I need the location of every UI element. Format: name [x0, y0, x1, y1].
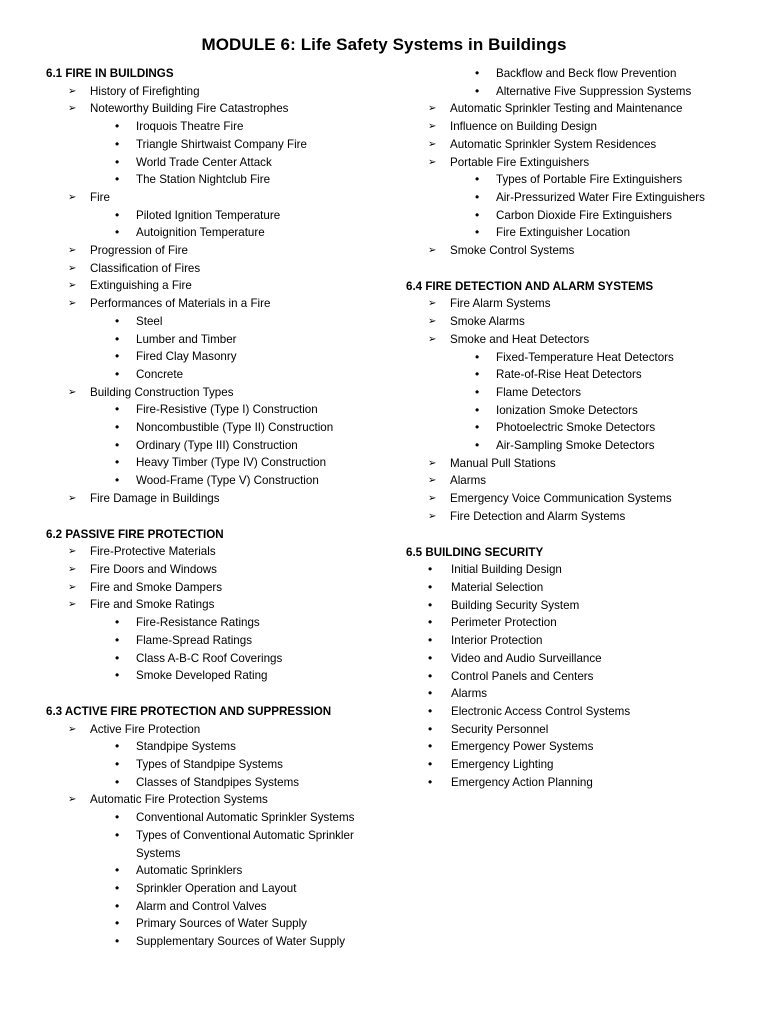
- arrow-bullet-icon: ➢: [68, 280, 77, 292]
- outline-topic: [46, 295, 386, 313]
- arrow-bullet-icon: ➢: [428, 457, 437, 469]
- outline-topic: [46, 83, 386, 101]
- item-text: Emergency Voice Communication Systems: [450, 492, 672, 506]
- dot-bullet-icon: •: [115, 650, 120, 665]
- dot-bullet-icon: •: [115, 402, 120, 417]
- outline-subtopic: [46, 915, 386, 933]
- arrow-bullet-icon: ➢: [68, 298, 77, 310]
- item-text: Emergency Power Systems: [451, 740, 594, 754]
- outline-subtopic: [46, 774, 386, 792]
- item-text: Flame Detectors: [496, 385, 582, 399]
- item-text: World Trade Center Attack: [136, 155, 272, 169]
- item-text: Supplementary Sources of Water Supply: [136, 935, 346, 949]
- dot-bullet-icon: •: [115, 774, 120, 789]
- outline-item: [406, 561, 746, 579]
- arrow-bullet-icon: ➢: [68, 262, 77, 274]
- outline-item: [406, 614, 746, 632]
- outline-topic: [406, 136, 746, 154]
- dot-bullet-icon: •: [428, 633, 433, 648]
- item-text: Types of Standpipe Systems: [136, 758, 283, 772]
- outline-item: [406, 668, 746, 686]
- item-text: Fire-Resistance Ratings: [136, 616, 260, 630]
- outline-topic: [46, 561, 386, 579]
- item-text: Fixed-Temperature Heat Detectors: [496, 350, 674, 364]
- outline-subtopic: [46, 401, 386, 419]
- outline-topic: [406, 295, 746, 313]
- dot-bullet-icon: •: [115, 916, 120, 931]
- outline-topic: [406, 242, 746, 260]
- arrow-bullet-icon: ➢: [68, 492, 77, 504]
- dot-bullet-icon: •: [475, 438, 480, 453]
- item-text: Perimeter Protection: [451, 616, 557, 630]
- outline-subtopic: [46, 827, 386, 862]
- outline-subtopic: [406, 83, 746, 101]
- item-text: Fire-Protective Materials: [90, 545, 216, 559]
- item-text: Conventional Automatic Sprinkler Systems: [136, 811, 355, 825]
- section-heading: 6.1 FIRE IN BUILDINGS: [46, 67, 174, 80]
- item-text: Video and Audio Surveillance: [451, 651, 602, 665]
- item-text: Interior Protection: [451, 634, 543, 648]
- outline-topic: [46, 791, 386, 809]
- outline-subtopic: [46, 862, 386, 880]
- item-text: Classes of Standpipes Systems: [136, 775, 300, 789]
- dot-bullet-icon: •: [115, 313, 120, 328]
- item-text: Smoke Control Systems: [450, 244, 575, 258]
- item-text: The Station Nightclub Fire: [136, 173, 271, 187]
- dot-bullet-icon: •: [115, 455, 120, 470]
- item-text: Carbon Dioxide Fire Extinguishers: [496, 208, 672, 222]
- item-text: Ordinary (Type III) Construction: [136, 438, 298, 452]
- item-text: Material Selection: [451, 580, 544, 594]
- dot-bullet-icon: •: [475, 349, 480, 364]
- outline-subtopic: [46, 366, 386, 384]
- item-text: Automatic Sprinklers: [136, 864, 243, 878]
- outline-subtopic: [46, 933, 386, 951]
- outline-item: [406, 579, 746, 597]
- arrow-bullet-icon: ➢: [68, 245, 77, 257]
- arrow-bullet-icon: ➢: [428, 121, 437, 133]
- outline-topic: [46, 100, 386, 118]
- item-text: Automatic Sprinkler Testing and Maintenance: [450, 102, 683, 116]
- dot-bullet-icon: •: [115, 473, 120, 488]
- dot-bullet-icon: •: [115, 880, 120, 895]
- arrow-bullet-icon: ➢: [428, 510, 437, 522]
- dot-bullet-icon: •: [475, 420, 480, 435]
- item-text: Heavy Timber (Type IV) Construction: [136, 456, 327, 470]
- outline-subtopic: [46, 313, 386, 331]
- outline-topic: [406, 154, 746, 172]
- outline-item: [406, 721, 746, 739]
- arrow-bullet-icon: ➢: [68, 723, 77, 735]
- item-text: Triangle Shirtwaist Company Fire: [136, 137, 307, 151]
- item-text: Fire-Resistive (Type I) Construction: [136, 403, 318, 417]
- dot-bullet-icon: •: [475, 207, 480, 222]
- arrow-bullet-icon: ➢: [428, 333, 437, 345]
- outline-subtopic: [46, 118, 386, 136]
- dot-bullet-icon: •: [475, 367, 480, 382]
- dot-bullet-icon: •: [115, 225, 120, 240]
- outline-subtopic: [406, 65, 746, 83]
- dot-bullet-icon: •: [115, 898, 120, 913]
- item-text: Portable Fire Extinguishers: [450, 155, 590, 169]
- dot-bullet-icon: •: [428, 668, 433, 683]
- outline-topic: [406, 100, 746, 118]
- dot-bullet-icon: •: [428, 721, 433, 736]
- dot-bullet-icon: •: [428, 774, 433, 789]
- arrow-bullet-icon: ➢: [428, 156, 437, 168]
- dot-bullet-icon: •: [115, 366, 120, 381]
- dot-bullet-icon: •: [475, 402, 480, 417]
- item-text: Fire Extinguisher Location: [496, 226, 631, 240]
- dot-bullet-icon: •: [428, 739, 433, 754]
- item-text: Steel: [136, 314, 163, 328]
- dot-bullet-icon: •: [115, 934, 120, 949]
- dot-bullet-icon: •: [115, 757, 120, 772]
- dot-bullet-icon: •: [428, 562, 433, 577]
- item-text: Wood-Frame (Type V) Construction: [136, 474, 319, 488]
- arrow-bullet-icon: ➢: [428, 493, 437, 505]
- item-text: Fire and Smoke Ratings: [90, 598, 215, 612]
- outline-topic: [406, 455, 746, 473]
- item-text: Fired Clay Masonry: [136, 350, 237, 364]
- item-text: Progression of Fire: [90, 244, 188, 258]
- outline-item: [406, 756, 746, 774]
- arrow-bullet-icon: ➢: [68, 563, 77, 575]
- item-text: Photoelectric Smoke Detectors: [496, 421, 656, 435]
- item-text: Standpipe Systems: [136, 740, 236, 754]
- item-text: Classification of Fires: [90, 261, 201, 275]
- item-text: Ionization Smoke Detectors: [496, 403, 638, 417]
- item-text: Rate-of-Rise Heat Detectors: [496, 368, 642, 382]
- dot-bullet-icon: •: [475, 384, 480, 399]
- arrow-bullet-icon: ➢: [428, 316, 437, 328]
- item-text: Smoke and Heat Detectors: [450, 332, 590, 346]
- arrow-bullet-icon: ➢: [428, 103, 437, 115]
- section-heading: 6.2 PASSIVE FIRE PROTECTION: [46, 527, 224, 541]
- dot-bullet-icon: •: [428, 615, 433, 630]
- dot-bullet-icon: •: [115, 632, 120, 647]
- outline-subtopic: [46, 614, 386, 632]
- section-spacer: [406, 526, 746, 544]
- dot-bullet-icon: •: [428, 650, 433, 665]
- item-text: Extinguishing a Fire: [90, 279, 192, 293]
- item-text: Autoignition Temperature: [136, 226, 265, 240]
- outline-subtopic: [406, 171, 746, 189]
- section-heading: 6.5 BUILDING SECURITY: [406, 545, 544, 559]
- outline-topic: [406, 331, 746, 349]
- item-text: Fire and Smoke Dampers: [90, 580, 223, 594]
- dot-bullet-icon: •: [115, 119, 120, 134]
- outline-subtopic: [46, 348, 386, 366]
- item-text: Noteworthy Building Fire Catastrophes: [90, 102, 289, 116]
- item-text: Security Personnel: [451, 722, 549, 736]
- dot-bullet-icon: •: [115, 154, 120, 169]
- outline-subtopic: [46, 207, 386, 225]
- dot-bullet-icon: •: [115, 207, 120, 222]
- item-text: Active Fire Protection: [90, 722, 201, 736]
- item-text: Emergency Lighting: [451, 758, 554, 772]
- outline-topic: [406, 508, 746, 526]
- outline-item: [406, 632, 746, 650]
- arrow-bullet-icon: ➢: [68, 546, 77, 558]
- dot-bullet-icon: •: [475, 189, 480, 204]
- dot-bullet-icon: •: [428, 757, 433, 772]
- section-spacer: [406, 260, 746, 278]
- item-text: Concrete: [136, 367, 184, 381]
- outline-topic: [406, 472, 746, 490]
- item-text: Performances of Materials in a Fire: [90, 297, 271, 311]
- outline-topic: [46, 596, 386, 614]
- item-text: Fire Alarm Systems: [450, 297, 551, 311]
- item-text: History of Firefighting: [90, 84, 200, 98]
- section-heading: 6.4 FIRE DETECTION AND ALARM SYSTEMS: [406, 279, 654, 293]
- item-text: Alarm and Control Valves: [136, 899, 267, 913]
- arrow-bullet-icon: ➢: [428, 475, 437, 487]
- dot-bullet-icon: •: [428, 703, 433, 718]
- outline-topic: [406, 118, 746, 136]
- item-text: Automatic Sprinkler System Residences: [450, 137, 657, 151]
- outline-subtopic: [46, 437, 386, 455]
- outline-subtopic: [46, 419, 386, 437]
- item-text: Class A-B-C Roof Coverings: [136, 651, 283, 665]
- dot-bullet-icon: •: [428, 579, 433, 594]
- item-text: Emergency Action Planning: [451, 775, 593, 789]
- arrow-bullet-icon: ➢: [68, 794, 77, 806]
- dot-bullet-icon: •: [428, 686, 433, 701]
- outline-subtopic: [46, 632, 386, 650]
- outline-subtopic: [46, 756, 386, 774]
- dot-bullet-icon: •: [115, 827, 120, 842]
- outline-subtopic: [46, 738, 386, 756]
- item-text: Air-Sampling Smoke Detectors: [496, 439, 655, 453]
- item-text: Fire: [90, 190, 110, 204]
- dot-bullet-icon: •: [475, 66, 480, 80]
- item-text: Piloted Ignition Temperature: [136, 208, 281, 222]
- outline-topic: [46, 277, 386, 295]
- outline-item: [406, 597, 746, 615]
- outline-subtopic: [46, 136, 386, 154]
- item-text: Fire Damage in Buildings: [90, 491, 220, 505]
- item-text: Flame-Spread Ratings: [136, 633, 252, 647]
- dot-bullet-icon: •: [115, 136, 120, 151]
- outline-subtopic: [46, 880, 386, 898]
- outline-subtopic: [406, 402, 746, 420]
- item-text: Air-Pressurized Water Fire Extinguishers: [496, 190, 705, 204]
- outline-item: [406, 650, 746, 668]
- item-text: Alarms: [451, 687, 488, 701]
- outline-item: [406, 685, 746, 703]
- item-text: Fire Doors and Windows: [90, 562, 217, 576]
- item-text: Lumber and Timber: [136, 332, 237, 346]
- arrow-bullet-icon: ➢: [68, 599, 77, 611]
- outline-topic: [406, 490, 746, 508]
- outline-topic: [46, 579, 386, 597]
- outline-subtopic: [406, 224, 746, 242]
- outline-subtopic: [406, 207, 746, 225]
- item-text: Alarms: [450, 474, 487, 488]
- dot-bullet-icon: •: [115, 420, 120, 435]
- dot-bullet-icon: •: [115, 349, 120, 364]
- outline-subtopic: [406, 189, 746, 207]
- item-text: Influence on Building Design: [450, 120, 597, 134]
- section-spacer: [46, 685, 386, 703]
- outline-subtopic: [406, 349, 746, 367]
- item-text: Primary Sources of Water Supply: [136, 917, 307, 931]
- outline-subtopic: [46, 650, 386, 668]
- arrow-bullet-icon: ➢: [68, 85, 77, 97]
- outline-subtopic: [46, 331, 386, 349]
- outline-subtopic: [46, 171, 386, 189]
- outline-subtopic: [46, 667, 386, 685]
- dot-bullet-icon: •: [115, 810, 120, 825]
- item-text: Building Security System: [451, 598, 580, 612]
- outline-topic: [46, 543, 386, 561]
- section-heading: 6.3 ACTIVE FIRE PROTECTION AND SUPPRESSION: [46, 704, 332, 718]
- item-text: Backflow and Beck flow Prevention: [496, 67, 677, 80]
- outline-topic: [46, 260, 386, 278]
- dot-bullet-icon: •: [115, 331, 120, 346]
- item-text: Initial Building Design: [451, 563, 562, 577]
- item-text: Fire Detection and Alarm Systems: [450, 509, 626, 523]
- item-text: Iroquois Theatre Fire: [136, 120, 244, 134]
- arrow-bullet-icon: ➢: [428, 138, 437, 150]
- right-column: [406, 65, 746, 791]
- outline-subtopic: [46, 472, 386, 490]
- dot-bullet-icon: •: [428, 597, 433, 612]
- item-text: Noncombustible (Type II) Construction: [136, 421, 334, 435]
- arrow-bullet-icon: ➢: [68, 581, 77, 593]
- page-title: MODULE 6: Life Safety Systems in Buildings: [201, 35, 567, 54]
- outline-topic: [406, 313, 746, 331]
- outline-topic: [46, 384, 386, 402]
- arrow-bullet-icon: ➢: [68, 386, 77, 398]
- item-text: Smoke Developed Rating: [136, 669, 268, 683]
- outline-item: [406, 774, 746, 792]
- outline-topic: [46, 721, 386, 739]
- item-text: Control Panels and Centers: [451, 669, 594, 683]
- item-text: Sprinkler Operation and Layout: [136, 881, 297, 895]
- outline-item: [406, 703, 746, 721]
- item-text: Types of Conventional Automatic Sprinkler Systems: [136, 828, 354, 860]
- item-text: Alternative Five Suppression Systems: [496, 84, 692, 98]
- dot-bullet-icon: •: [475, 172, 480, 187]
- outline-topic: [46, 189, 386, 207]
- dot-bullet-icon: •: [475, 83, 480, 98]
- outline-item: [406, 738, 746, 756]
- arrow-bullet-icon: ➢: [68, 191, 77, 203]
- arrow-bullet-icon: ➢: [428, 298, 437, 310]
- arrow-bullet-icon: ➢: [68, 103, 77, 115]
- item-text: Building Construction Types: [90, 385, 234, 399]
- dot-bullet-icon: •: [115, 172, 120, 187]
- dot-bullet-icon: •: [115, 863, 120, 878]
- item-text: Types of Portable Fire Extinguishers: [496, 173, 683, 187]
- outline-subtopic: [46, 224, 386, 242]
- outline-topic: [46, 242, 386, 260]
- outline-subtopic: [46, 454, 386, 472]
- outline-subtopic: [46, 809, 386, 827]
- dot-bullet-icon: •: [115, 668, 120, 683]
- outline-subtopic: [46, 154, 386, 172]
- outline-topic: [46, 490, 386, 508]
- arrow-bullet-icon: ➢: [428, 245, 437, 257]
- dot-bullet-icon: •: [115, 739, 120, 754]
- left-column: [46, 65, 386, 951]
- outline-subtopic: [46, 898, 386, 916]
- outline-subtopic: [406, 419, 746, 437]
- item-text: Smoke Alarms: [450, 315, 525, 329]
- item-text: Manual Pull Stations: [450, 456, 556, 470]
- section-spacer: [46, 508, 386, 526]
- item-text: Electronic Access Control Systems: [451, 704, 631, 718]
- dot-bullet-icon: •: [475, 225, 480, 240]
- item-text: Automatic Fire Protection Systems: [90, 793, 268, 807]
- outline-subtopic: [406, 437, 746, 455]
- outline-subtopic: [406, 384, 746, 402]
- dot-bullet-icon: •: [115, 615, 120, 630]
- outline-subtopic: [406, 366, 746, 384]
- dot-bullet-icon: •: [115, 437, 120, 452]
